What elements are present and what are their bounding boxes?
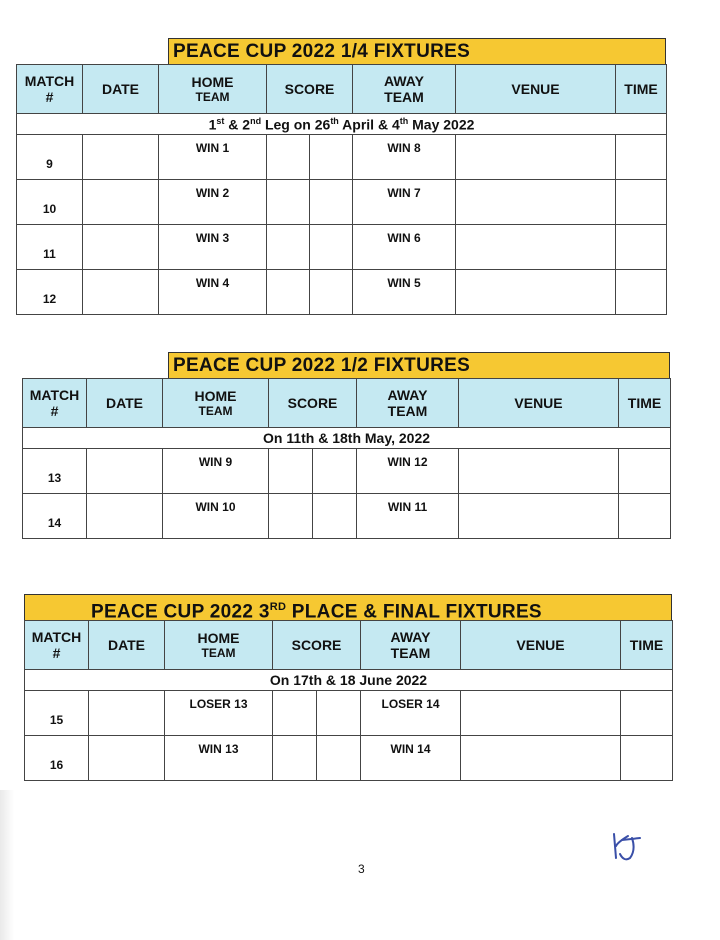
table-row <box>17 135 667 180</box>
home-score <box>273 691 317 736</box>
match-number: 15 <box>25 691 89 736</box>
match-header: MATCH # <box>23 379 87 428</box>
match-number: 12 <box>17 270 83 315</box>
date-cell <box>87 494 163 539</box>
venue-cell <box>461 736 621 781</box>
venue-cell <box>456 270 616 315</box>
date-cell <box>87 449 163 494</box>
table-header-row <box>25 621 673 670</box>
table-header-row <box>23 379 671 428</box>
home-team: LOSER 13 <box>165 691 273 736</box>
home-score <box>267 225 310 270</box>
venue-header: VENUE <box>461 621 621 670</box>
date-cell <box>89 736 165 781</box>
time-cell <box>621 691 673 736</box>
match-number: 11 <box>17 225 83 270</box>
home-score <box>273 736 317 781</box>
away-team: WIN 14 <box>361 736 461 781</box>
home-score <box>267 270 310 315</box>
match-number: 13 <box>23 449 87 494</box>
table-row <box>25 736 673 781</box>
date-cell <box>83 180 159 225</box>
date-header: DATE <box>83 65 159 114</box>
final-fixtures <box>24 594 672 781</box>
time-cell <box>616 225 667 270</box>
away-team: WIN 7 <box>353 180 456 225</box>
quarter-final-title: PEACE CUP 2022 1/4 FIXTURES <box>168 38 666 64</box>
table-row <box>23 494 671 539</box>
date-cell <box>89 691 165 736</box>
away-team: WIN 12 <box>357 449 459 494</box>
semi-final-fixtures <box>22 352 670 539</box>
final-leg-dates: On 17th & 18 June 2022 <box>25 670 673 691</box>
page-number: 3 <box>358 862 365 876</box>
time-cell <box>619 449 671 494</box>
date-cell <box>83 225 159 270</box>
table-row <box>23 449 671 494</box>
time-header: TIME <box>621 621 673 670</box>
venue-header: VENUE <box>456 65 616 114</box>
quarter-final-fixtures <box>16 38 666 315</box>
home-team: WIN 13 <box>165 736 273 781</box>
time-cell <box>621 736 673 781</box>
match-number: 9 <box>17 135 83 180</box>
home-score <box>269 494 313 539</box>
home-score <box>267 180 310 225</box>
home-team: WIN 1 <box>159 135 267 180</box>
time-cell <box>616 135 667 180</box>
page-edge-shadow <box>0 790 14 940</box>
date-cell <box>83 135 159 180</box>
home-team-header: HOME TEAM <box>163 379 269 428</box>
venue-cell <box>459 449 619 494</box>
handwritten-initials-signature <box>606 828 646 868</box>
away-team-header: AWAY TEAM <box>357 379 459 428</box>
away-team: WIN 11 <box>357 494 459 539</box>
semi-final-leg-dates: On 11th & 18th May, 2022 <box>23 428 671 449</box>
table-header-row <box>17 65 667 114</box>
home-team: WIN 10 <box>163 494 269 539</box>
time-header: TIME <box>616 65 667 114</box>
away-team: WIN 6 <box>353 225 456 270</box>
away-team: WIN 5 <box>353 270 456 315</box>
away-team: LOSER 14 <box>361 691 461 736</box>
time-header: TIME <box>619 379 671 428</box>
venue-cell <box>456 135 616 180</box>
time-cell <box>619 494 671 539</box>
date-header: DATE <box>89 621 165 670</box>
venue-cell <box>456 225 616 270</box>
away-score <box>310 135 353 180</box>
away-score <box>310 225 353 270</box>
venue-header: VENUE <box>459 379 619 428</box>
home-score <box>267 135 310 180</box>
away-team-header: AWAY TEAM <box>353 65 456 114</box>
table-row <box>25 691 673 736</box>
quarter-final-leg-dates: 1st & 2nd Leg on 26th April & 4th May 2022 <box>17 114 667 135</box>
away-score <box>310 180 353 225</box>
final-table <box>24 620 673 781</box>
home-team: WIN 3 <box>159 225 267 270</box>
venue-cell <box>461 691 621 736</box>
score-header: SCORE <box>267 65 353 114</box>
home-team: WIN 4 <box>159 270 267 315</box>
away-score <box>313 449 357 494</box>
table-row <box>17 270 667 315</box>
match-header: MATCH # <box>25 621 89 670</box>
table-row <box>17 225 667 270</box>
final-title: PEACE CUP 2022 3RD PLACE & FINAL FIXTURES <box>24 594 672 620</box>
quarter-final-table <box>16 64 667 315</box>
table-row <box>17 180 667 225</box>
away-score <box>310 270 353 315</box>
match-number: 16 <box>25 736 89 781</box>
semi-final-table <box>22 378 671 539</box>
away-score <box>317 691 361 736</box>
away-score <box>317 736 361 781</box>
away-team: WIN 8 <box>353 135 456 180</box>
home-score <box>269 449 313 494</box>
away-score <box>313 494 357 539</box>
score-header: SCORE <box>273 621 361 670</box>
date-cell <box>83 270 159 315</box>
time-cell <box>616 180 667 225</box>
semi-final-title: PEACE CUP 2022 1/2 FIXTURES <box>168 352 670 378</box>
match-number: 10 <box>17 180 83 225</box>
away-team-header: AWAY TEAM <box>361 621 461 670</box>
home-team-header: HOME TEAM <box>165 621 273 670</box>
match-header: MATCH # <box>17 65 83 114</box>
date-header: DATE <box>87 379 163 428</box>
home-team: WIN 9 <box>163 449 269 494</box>
match-number: 14 <box>23 494 87 539</box>
home-team-header: HOME TEAM <box>159 65 267 114</box>
score-header: SCORE <box>269 379 357 428</box>
venue-cell <box>456 180 616 225</box>
home-team: WIN 2 <box>159 180 267 225</box>
time-cell <box>616 270 667 315</box>
venue-cell <box>459 494 619 539</box>
